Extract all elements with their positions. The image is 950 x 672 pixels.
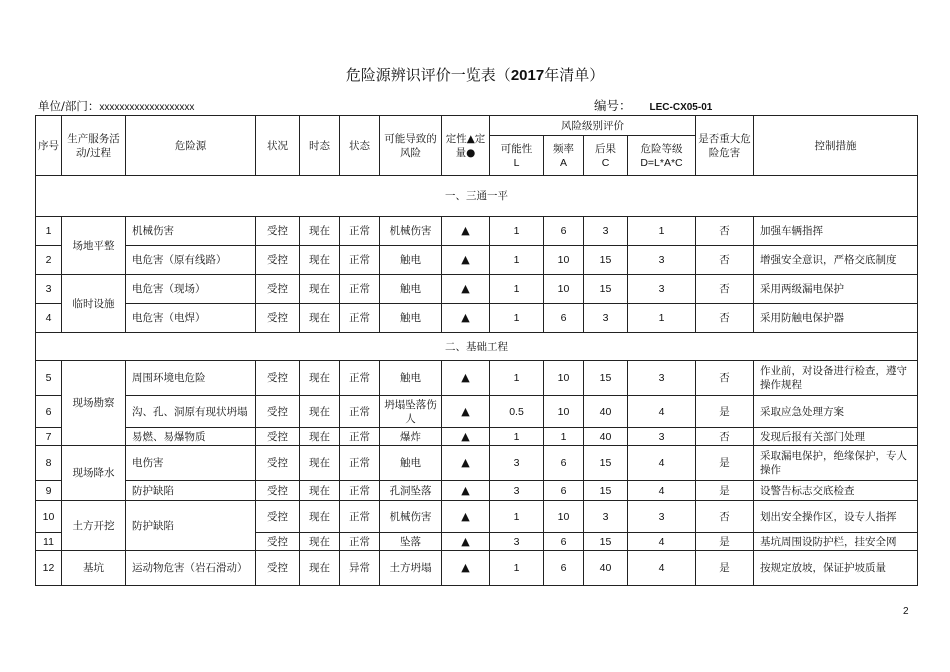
cell-major: 是 [696,533,754,551]
cell-possibility: 1 [490,275,544,304]
page-number: 2 [903,606,909,617]
cell-major: 否 [696,501,754,533]
cell-risk: 触电 [380,275,442,304]
page-title: 危险源辨识评价一览表（2017年清单） [345,66,605,84]
cell-condition: 受控 [256,428,300,446]
cell-hazard: 电危害（原有线路） [126,246,256,275]
cell-seq: 9 [36,481,62,501]
cell-state: 正常 [340,396,380,428]
cell-control: 采取漏电保护，绝缘保护，专人操作 [754,446,918,481]
header-consequence: 后果 C [584,136,628,176]
cell-hazard: 机械伤害 [126,217,256,246]
cell-grade: 4 [628,533,696,551]
cell-risk: 触电 [380,246,442,275]
cell-possibility: 1 [490,246,544,275]
cell-state: 正常 [340,481,380,501]
cell-risk: 土方坍塌 [380,551,442,586]
cell-risk: 机械伤害 [380,501,442,533]
cell-tense: 现在 [300,396,340,428]
cell-possibility: 1 [490,361,544,396]
cell-possibility: 1 [490,217,544,246]
cell-grade: 4 [628,551,696,586]
cell-control: 发现后报有关部门处理 [754,428,918,446]
cell-condition: 受控 [256,551,300,586]
cell-seq: 3 [36,275,62,304]
cell-condition: 受控 [256,396,300,428]
cell-control: 加强车辆指挥 [754,217,918,246]
cell-tense: 现在 [300,428,340,446]
cell-state: 正常 [340,446,380,481]
cell-qual-triangle-icon: ▲ [442,246,490,275]
cell-possibility: 3 [490,481,544,501]
cell-major: 是 [696,396,754,428]
cell-seq: 11 [36,533,62,551]
section-row [36,176,918,217]
cell-state: 异常 [340,551,380,586]
cell-seq: 1 [36,217,62,246]
cell-condition: 受控 [256,533,300,551]
cell-consequence: 3 [584,304,628,333]
table-row [36,428,918,446]
cell-possibility: 3 [490,533,544,551]
table-row [36,481,918,501]
cell-possibility: 1 [490,428,544,446]
table-row [36,361,918,396]
table-row [36,446,918,481]
hazard-table [35,115,918,586]
cell-risk: 机械伤害 [380,217,442,246]
cell-consequence: 15 [584,481,628,501]
cell-tense: 现在 [300,217,340,246]
cell-control: 采用两级漏电保护 [754,275,918,304]
cell-frequency: 6 [544,481,584,501]
cell-state: 正常 [340,304,380,333]
cell-grade: 3 [628,428,696,446]
cell-tense: 现在 [300,446,340,481]
header-activity: 生产服务活动/过程 [62,116,126,176]
header-control: 控制措施 [754,116,918,176]
cell-seq: 4 [36,304,62,333]
cell-frequency: 6 [544,446,584,481]
header-state: 状态 [340,116,380,176]
cell-tense: 现在 [300,501,340,533]
cell-seq: 6 [36,396,62,428]
header-major: 是否重大危险危害 [696,116,754,176]
cell-grade: 4 [628,446,696,481]
cell-qual-triangle-icon: ▲ [442,446,490,481]
cell-consequence: 3 [584,501,628,533]
cell-risk: 坠落 [380,533,442,551]
cell-control: 作业前，对设备进行检查，遵守操作规程 [754,361,918,396]
cell-frequency: 6 [544,551,584,586]
cell-seq: 7 [36,428,62,446]
table-row [36,304,918,333]
cell-seq: 5 [36,361,62,396]
cell-possibility: 1 [490,551,544,586]
cell-risk: 坍塌坠落伤人 [380,396,442,428]
cell-control: 增强安全意识，严格交底制度 [754,246,918,275]
cell-hazard: 防护缺陷 [126,481,256,501]
cell-major: 否 [696,275,754,304]
cell-activity: 场地平整 [62,217,126,275]
cell-risk: 触电 [380,361,442,396]
cell-control: 划出安全操作区，设专人指挥 [754,501,918,533]
cell-seq: 8 [36,446,62,481]
cell-risk: 触电 [380,446,442,481]
header-tense: 时态 [300,116,340,176]
cell-control: 采取应急处理方案 [754,396,918,428]
cell-consequence: 15 [584,246,628,275]
cell-major: 是 [696,551,754,586]
cell-frequency: 6 [544,533,584,551]
cell-grade: 3 [628,275,696,304]
cell-risk: 孔洞坠落 [380,481,442,501]
cell-qual-triangle-icon: ▲ [442,361,490,396]
cell-possibility: 3 [490,446,544,481]
cell-state: 正常 [340,428,380,446]
cell-state: 正常 [340,275,380,304]
cell-grade: 4 [628,481,696,501]
header-qual: 定性▲定量● [442,116,490,176]
cell-major: 否 [696,217,754,246]
cell-grade: 1 [628,304,696,333]
table-row [36,217,918,246]
cell-tense: 现在 [300,304,340,333]
cell-activity: 土方开挖 [62,501,126,551]
table-row [36,396,918,428]
cell-hazard: 防护缺陷 [126,501,256,551]
cell-control: 按规定放坡，保证护坡质量 [754,551,918,586]
table-row [36,551,918,586]
header-seq: 序号 [36,116,62,176]
cell-frequency: 10 [544,396,584,428]
cell-tense: 现在 [300,533,340,551]
section-row [36,333,918,361]
cell-possibility: 0.5 [490,396,544,428]
cell-major: 否 [696,304,754,333]
cell-consequence: 15 [584,275,628,304]
cell-consequence: 3 [584,217,628,246]
cell-risk: 触电 [380,304,442,333]
cell-risk: 爆炸 [380,428,442,446]
cell-condition: 受控 [256,501,300,533]
table-row [36,246,918,275]
table-row [36,501,918,533]
cell-frequency: 10 [544,361,584,396]
cell-possibility: 1 [490,501,544,533]
header-grade: 危险等级 D=L*A*C [628,136,696,176]
cell-tense: 现在 [300,246,340,275]
cell-grade: 1 [628,217,696,246]
table-row [36,275,918,304]
document-code: 编号： LEC-CX05-01 [594,98,713,113]
cell-frequency: 6 [544,217,584,246]
cell-condition: 受控 [256,446,300,481]
cell-hazard: 运动物危害（岩石滑动） [126,551,256,586]
cell-qual-triangle-icon: ▲ [442,304,490,333]
cell-tense: 现在 [300,361,340,396]
cell-state: 正常 [340,533,380,551]
cell-grade: 3 [628,501,696,533]
cell-state: 正常 [340,361,380,396]
cell-frequency: 10 [544,501,584,533]
cell-major: 是 [696,446,754,481]
cell-condition: 受控 [256,481,300,501]
cell-hazard: 周围环境电危险 [126,361,256,396]
cell-frequency: 1 [544,428,584,446]
section-title: 一、三通一平 [36,176,918,217]
cell-condition: 受控 [256,304,300,333]
section-title: 二、基础工程 [36,333,918,361]
header-frequency: 频率 A [544,136,584,176]
cell-activity: 基坑 [62,551,126,586]
cell-consequence: 15 [584,446,628,481]
cell-major: 否 [696,246,754,275]
cell-hazard: 沟、孔、洞原有现状坍塌 [126,396,256,428]
cell-control: 设警告标志交底检查 [754,481,918,501]
cell-tense: 现在 [300,481,340,501]
cell-consequence: 15 [584,361,628,396]
cell-control: 采用防触电保护器 [754,304,918,333]
cell-condition: 受控 [256,275,300,304]
cell-consequence: 40 [584,551,628,586]
unit-department: 单位/部门：xxxxxxxxxxxxxxxxxxx [38,99,195,113]
cell-activity: 现场勘察 [62,361,126,446]
cell-hazard: 易燃、易爆物质 [126,428,256,446]
cell-grade: 4 [628,396,696,428]
cell-control: 基坑周围设防护栏，挂安全网 [754,533,918,551]
cell-condition: 受控 [256,361,300,396]
cell-frequency: 6 [544,304,584,333]
header-eval-group: 风险级别评价 [490,116,696,136]
cell-qual-triangle-icon: ▲ [442,481,490,501]
cell-tense: 现在 [300,275,340,304]
cell-hazard: 电危害（电焊） [126,304,256,333]
header-possibility: 可能性 L [490,136,544,176]
cell-qual-triangle-icon: ▲ [442,396,490,428]
cell-qual-triangle-icon: ▲ [442,551,490,586]
cell-grade: 3 [628,361,696,396]
cell-consequence: 40 [584,428,628,446]
cell-consequence: 15 [584,533,628,551]
header-condition: 状况 [256,116,300,176]
cell-major: 否 [696,428,754,446]
cell-state: 正常 [340,246,380,275]
cell-activity: 现场降水 [62,446,126,501]
cell-major: 是 [696,481,754,501]
cell-consequence: 40 [584,396,628,428]
cell-condition: 受控 [256,246,300,275]
cell-state: 正常 [340,217,380,246]
cell-frequency: 10 [544,275,584,304]
header-risk: 可能导致的风险 [380,116,442,176]
cell-major: 否 [696,361,754,396]
cell-state: 正常 [340,501,380,533]
cell-grade: 3 [628,246,696,275]
cell-activity: 临时设施 [62,275,126,333]
cell-seq: 2 [36,246,62,275]
cell-frequency: 10 [544,246,584,275]
cell-qual-triangle-icon: ▲ [442,428,490,446]
cell-hazard: 电危害（现场） [126,275,256,304]
cell-qual-triangle-icon: ▲ [442,217,490,246]
cell-possibility: 1 [490,304,544,333]
cell-qual-triangle-icon: ▲ [442,533,490,551]
header-hazard: 危险源 [126,116,256,176]
cell-seq: 10 [36,501,62,533]
cell-condition: 受控 [256,217,300,246]
cell-hazard: 电伤害 [126,446,256,481]
cell-qual-triangle-icon: ▲ [442,501,490,533]
cell-qual-triangle-icon: ▲ [442,275,490,304]
cell-tense: 现在 [300,551,340,586]
cell-seq: 12 [36,551,62,586]
